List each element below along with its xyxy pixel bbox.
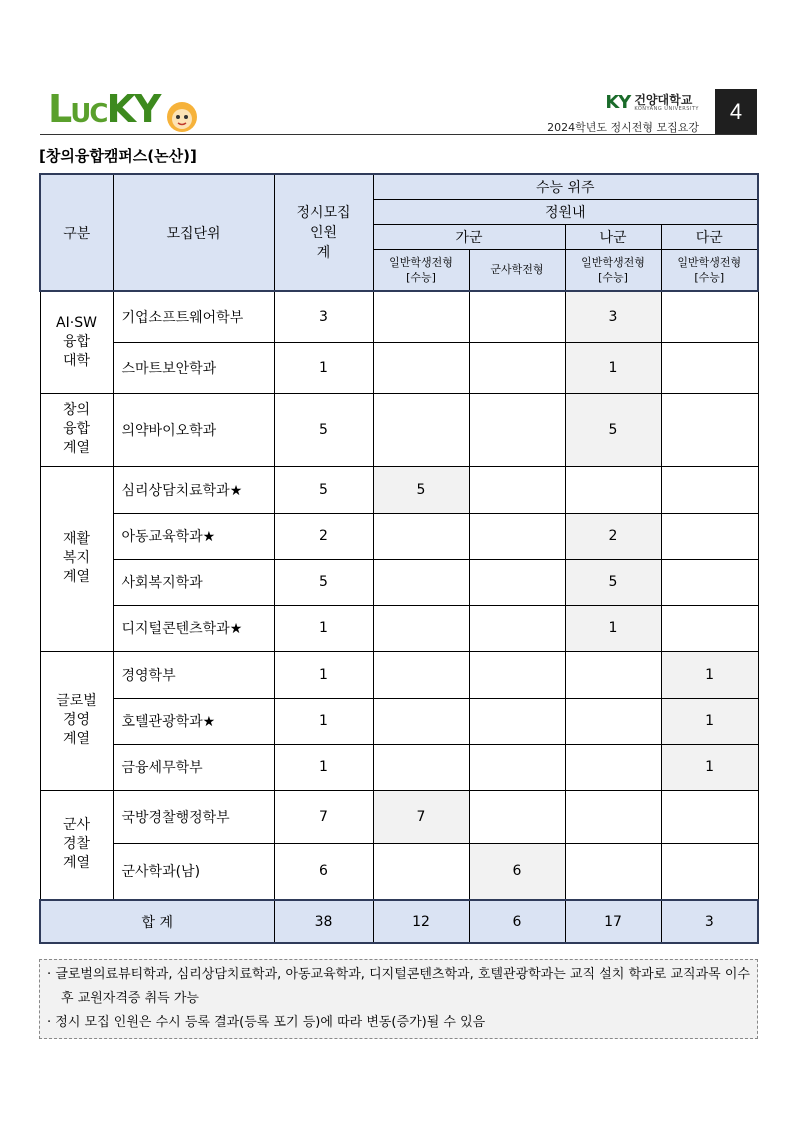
unit-cell: 스마트보안학과 (113, 342, 274, 393)
ga-military-cell (469, 342, 565, 393)
ga-general-cell (373, 605, 469, 651)
ga-general-cell (373, 342, 469, 393)
total-cell: 7 (274, 790, 373, 843)
group-name: 글로벌 경영 계열 (40, 651, 113, 790)
da-cell (661, 291, 758, 342)
da-cell (661, 559, 758, 605)
ga-general-cell (373, 651, 469, 698)
total-cell: 38 (274, 900, 373, 943)
da-cell (661, 790, 758, 843)
note-item: · 글로벌의료뷰티학과, 심리상담치료학과, 아동교육학과, 디지털콘텐츠학과, 호텔관광학과는 교직 설치 학과로 교직과목 이수 후 교원자격증 취득 가능 (47, 967, 750, 1006)
da-cell (661, 342, 758, 393)
unit-cell: 국방경찰행정학부 (113, 790, 274, 843)
unit-cell: 사회복지학과 (113, 559, 274, 605)
ga-military-cell (469, 698, 565, 744)
header-quota: 정원내 (373, 199, 758, 224)
total-cell: 5 (274, 559, 373, 605)
na-cell (565, 698, 661, 744)
table-row (40, 651, 758, 698)
na-cell: 1 (565, 605, 661, 651)
ga-general-cell (373, 393, 469, 466)
table-row (40, 559, 758, 605)
ga-general-cell (373, 843, 469, 900)
na-cell: 3 (565, 291, 661, 342)
note-item: · 정시 모집 인원은 수시 등록 결과(등록 포기 등)에 따라 변동(증가)될 수 있음 (47, 1015, 486, 1030)
total-na: 17 (565, 900, 661, 943)
university-name: 건양대학교 (634, 92, 693, 107)
unit-cell: 의약바이오학과 (113, 393, 274, 466)
table-row (40, 744, 758, 790)
lucky-logo (48, 87, 199, 134)
total-cell: 6 (274, 843, 373, 900)
total-cell: 1 (274, 342, 373, 393)
unit-cell: 기업소프트웨어학부 (113, 291, 274, 342)
page-header (40, 86, 757, 138)
ga-military-cell (469, 559, 565, 605)
ga-general-cell: 5 (373, 466, 469, 513)
da-cell: 1 (661, 651, 758, 698)
group-name: 군사 경찰 계열 (40, 790, 113, 900)
unit-cell: 경영학부 (113, 651, 274, 698)
university-logo (605, 92, 699, 113)
header-ga-military: 군사학전형 (469, 249, 565, 291)
header-ga: 가군 (373, 224, 565, 249)
university-name-en: KONYANG UNIVERSITY (634, 105, 699, 112)
na-cell (565, 651, 661, 698)
header-da-general: 일반학생전형 [수능] (661, 249, 758, 291)
ga-general-cell (373, 291, 469, 342)
ga-general-cell (373, 698, 469, 744)
header-ga-general: 일반학생전형 [수능] (373, 249, 469, 291)
header-na-general: 일반학생전형 [수능] (565, 249, 661, 291)
na-cell: 5 (565, 559, 661, 605)
table-row (40, 698, 758, 744)
table-row (40, 393, 758, 466)
logo-text: LUCKY (48, 87, 160, 131)
na-cell (565, 843, 661, 900)
ga-military-cell (469, 790, 565, 843)
admission-table (39, 173, 759, 944)
ga-general-cell (373, 559, 469, 605)
na-cell (565, 744, 661, 790)
na-cell: 5 (565, 393, 661, 466)
header-na: 나군 (565, 224, 661, 249)
page-number: 4 (715, 89, 757, 135)
da-cell: 1 (661, 744, 758, 790)
table-row (40, 790, 758, 843)
unit-cell: 군사학과(남) (113, 843, 274, 900)
table-row (40, 843, 758, 900)
unit-cell: 아동교육학과★ (113, 513, 274, 559)
header-suneung: 수능 위주 (373, 174, 758, 199)
header-unit: 모집단위 (113, 174, 274, 291)
notes-box (39, 959, 758, 1039)
total-ga-military: 6 (469, 900, 565, 943)
total-cell: 1 (274, 651, 373, 698)
ga-general-cell (373, 744, 469, 790)
ga-general-cell (373, 513, 469, 559)
total-cell: 5 (274, 466, 373, 513)
na-cell (565, 790, 661, 843)
total-label: 합 계 (40, 900, 274, 943)
group-name: AI·SW 융합 대학 (40, 291, 113, 393)
table-row (40, 291, 758, 342)
ga-military-cell (469, 513, 565, 559)
unit-cell: 심리상담치료학과★ (113, 466, 274, 513)
ga-military-cell: 6 (469, 843, 565, 900)
na-cell (565, 466, 661, 513)
header-divider (40, 134, 757, 135)
group-name: 창의 융합 계열 (40, 393, 113, 466)
da-cell (661, 466, 758, 513)
table-row (40, 605, 758, 651)
ga-general-cell: 7 (373, 790, 469, 843)
total-cell: 1 (274, 605, 373, 651)
ga-military-cell (469, 291, 565, 342)
table-row (40, 342, 758, 393)
ga-military-cell (469, 605, 565, 651)
total-cell: 2 (274, 513, 373, 559)
total-cell: 1 (274, 698, 373, 744)
unit-cell: 디지털콘텐츠학과★ (113, 605, 274, 651)
da-cell (661, 843, 758, 900)
total-da: 3 (661, 900, 758, 943)
total-row (40, 900, 758, 943)
ga-military-cell (469, 744, 565, 790)
da-cell (661, 605, 758, 651)
total-cell: 3 (274, 291, 373, 342)
university-mark: KY (605, 92, 631, 113)
da-cell: 1 (661, 698, 758, 744)
header-da: 다군 (661, 224, 758, 249)
header-total: 정시모집 인원 계 (274, 174, 373, 291)
da-cell (661, 513, 758, 559)
table-row (40, 513, 758, 559)
unit-cell: 호텔관광학과★ (113, 698, 274, 744)
mascot-icon (165, 100, 199, 134)
header-category: 구분 (40, 174, 113, 291)
na-cell: 2 (565, 513, 661, 559)
unit-cell: 금융세무학부 (113, 744, 274, 790)
ga-military-cell (469, 393, 565, 466)
da-cell (661, 393, 758, 466)
total-ga-general: 12 (373, 900, 469, 943)
section-title: [창의융합캠퍼스(논산)] (39, 147, 197, 165)
group-name: 재활 복지 계열 (40, 466, 113, 651)
ga-military-cell (469, 466, 565, 513)
total-cell: 1 (274, 744, 373, 790)
table-row (40, 466, 758, 513)
document-subtitle: 2024학년도 정시전형 모집요강 (547, 121, 699, 134)
na-cell: 1 (565, 342, 661, 393)
total-cell: 5 (274, 393, 373, 466)
ga-military-cell (469, 651, 565, 698)
